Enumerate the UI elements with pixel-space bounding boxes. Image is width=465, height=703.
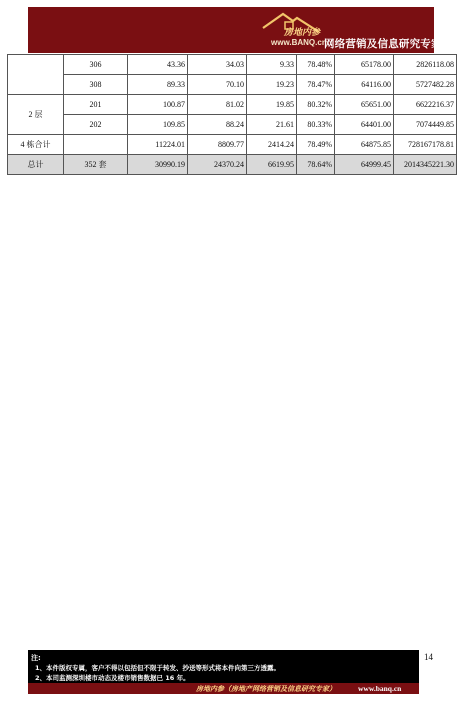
price-cell: 65178.00 xyxy=(335,55,394,75)
total-row xyxy=(8,155,457,175)
value-cell: 2414.24 xyxy=(247,135,297,155)
table-row xyxy=(8,95,457,115)
price-cell: 64116.00 xyxy=(335,75,394,95)
header-title: 网络营销及信息研究专家 xyxy=(324,38,442,50)
amount-cell: 2826118.08 xyxy=(394,55,457,75)
price-cell: 65651.00 xyxy=(335,95,394,115)
ratio-cell: 78.64% xyxy=(297,155,335,175)
value-cell: 19.23 xyxy=(247,75,297,95)
sales-data-table xyxy=(7,54,457,175)
unit-cell: 306 xyxy=(64,55,128,75)
page-number: 14 xyxy=(424,652,433,662)
unit-count-cell: 352 套 xyxy=(64,155,128,175)
amount-cell: 7074449.85 xyxy=(394,115,457,135)
logo-brand-text: 房地内参 xyxy=(284,28,321,38)
ratio-cell: 80.32% xyxy=(297,95,335,115)
group-cell xyxy=(8,55,64,95)
footer-note-title: 注: xyxy=(31,654,41,662)
amount-cell: 5727482.28 xyxy=(394,75,457,95)
amount-cell: 728167178.81 xyxy=(394,135,457,155)
table-row xyxy=(8,115,457,135)
group-cell: 2 层 xyxy=(8,95,64,135)
value-cell: 30990.19 xyxy=(128,155,188,175)
value-cell: 8809.77 xyxy=(188,135,247,155)
unit-cell: 202 xyxy=(64,115,128,135)
subtotal-label: 4 栋合计 xyxy=(8,135,64,155)
price-cell: 64999.45 xyxy=(335,155,394,175)
ratio-cell: 78.48% xyxy=(297,55,335,75)
price-cell: 64875.85 xyxy=(335,135,394,155)
value-cell: 34.03 xyxy=(188,55,247,75)
value-cell: 81.02 xyxy=(188,95,247,115)
footer-brand-url: www.banq.cn xyxy=(358,684,402,693)
footer-brand-text: 房地内参（房地产网络营销及信息研究专家） xyxy=(196,684,336,693)
value-cell: 70.10 xyxy=(188,75,247,95)
value-cell: 24370.24 xyxy=(188,155,247,175)
value-cell: 89.33 xyxy=(128,75,188,95)
value-cell: 6619.95 xyxy=(247,155,297,175)
value-cell: 88.24 xyxy=(188,115,247,135)
footer-brand-bar xyxy=(28,683,419,694)
footer-notes xyxy=(28,650,419,694)
value-cell: 21.61 xyxy=(247,115,297,135)
logo-url: www.BANQ.cn xyxy=(271,38,327,47)
unit-cell xyxy=(64,135,128,155)
table-row xyxy=(8,55,457,75)
ratio-cell: 80.33% xyxy=(297,115,335,135)
ratio-cell: 78.47% xyxy=(297,75,335,95)
total-label: 总计 xyxy=(8,155,64,175)
header-banner xyxy=(28,7,442,53)
value-cell: 19.85 xyxy=(247,95,297,115)
table-row xyxy=(8,75,457,95)
price-cell: 64401.00 xyxy=(335,115,394,135)
unit-cell: 308 xyxy=(64,75,128,95)
amount-cell: 2014345221.30 xyxy=(394,155,457,175)
footer-note-line: 2、本司监测深圳楼市动态及楼市销售数据已 16 年。 xyxy=(35,674,190,682)
ratio-cell: 78.49% xyxy=(297,135,335,155)
amount-cell: 6622216.37 xyxy=(394,95,457,115)
value-cell: 109.85 xyxy=(128,115,188,135)
unit-cell: 201 xyxy=(64,95,128,115)
subtotal-row xyxy=(8,135,457,155)
value-cell: 9.33 xyxy=(247,55,297,75)
footer-note-line: 1、本件版权专属，客户不得以包括但不限于转发、抄送等形式将本件向第三方透露。 xyxy=(35,664,281,672)
value-cell: 100.87 xyxy=(128,95,188,115)
value-cell: 43.36 xyxy=(128,55,188,75)
value-cell: 11224.01 xyxy=(128,135,188,155)
